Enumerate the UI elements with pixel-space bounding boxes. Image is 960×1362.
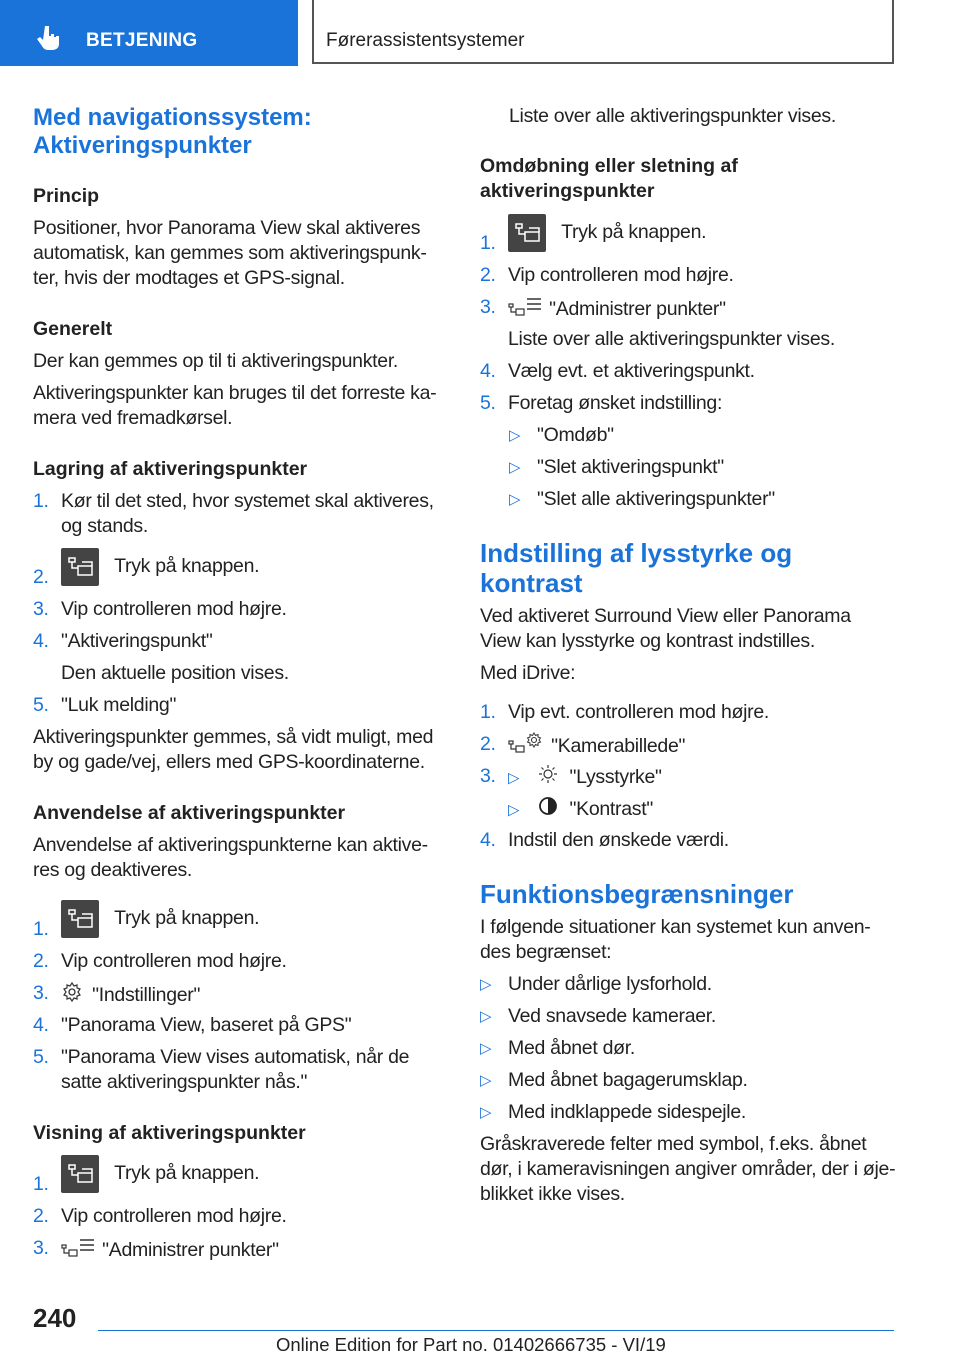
paragraph: Anvendelse af aktiveringspunkterne kan aktive‐ bbox=[33, 834, 428, 856]
heading-princip: Princip bbox=[33, 185, 100, 207]
paragraph: dør, i kameravisningen angiver områder, der i øje‐ bbox=[480, 1158, 896, 1180]
heading-lysstyrke-2: kontrast bbox=[480, 568, 583, 598]
camera-button-icon bbox=[61, 900, 99, 938]
contrast-icon bbox=[538, 796, 558, 823]
heading-funktionsbegraensninger: Funktionsbegrænsninger bbox=[480, 879, 794, 909]
paragraph: View kan lysstyrke og kontrast indstilles. bbox=[480, 630, 815, 652]
heading-generelt: Generelt bbox=[33, 318, 113, 340]
chapter-title: Førerassistentsystemer bbox=[326, 30, 525, 51]
paragraph: Positioner, hvor Panorama View skal aktiveres bbox=[33, 217, 421, 239]
paragraph: automatisk, kan gemmes som aktiveringspunk‐ bbox=[33, 242, 427, 264]
heading-omdobning-2: aktiveringspunkter bbox=[480, 180, 655, 202]
section-tab bbox=[0, 0, 298, 66]
gear-icon bbox=[61, 981, 83, 1010]
paragraph: Aktiveringspunkter kan bruges til det forreste ka‐ bbox=[33, 382, 437, 404]
paragraph: I følgende situationer kan systemet kun anven‐ bbox=[480, 916, 871, 938]
sun-icon bbox=[538, 764, 558, 791]
heading-omdobning: Omdøbning eller sletning af bbox=[480, 155, 738, 177]
section-label: BETJENING bbox=[86, 30, 198, 51]
heading-visning: Visning af aktiveringspunkter bbox=[33, 1122, 306, 1144]
paragraph: ter, hvis der modtages et GPS-signal. bbox=[33, 267, 345, 289]
paragraph: Ved aktiveret Surround View eller Panorama bbox=[480, 605, 851, 627]
page-number: 240 bbox=[33, 1303, 77, 1333]
footer-edition: Online Edition for Part no. 01402666735 - VI/19 bbox=[276, 1334, 666, 1355]
paragraph: Liste over alle aktiveringspunkter vises. bbox=[509, 105, 836, 127]
paragraph: Aktiveringspunkter gemmes, så vidt muligt, med bbox=[33, 726, 434, 748]
paragraph: res og deaktiveres. bbox=[33, 859, 193, 881]
paragraph: by og gade/vej, ellers med GPS-koordinaterne. bbox=[33, 751, 425, 773]
page-title: Med navigationssystem: bbox=[33, 104, 312, 131]
paragraph: mera ved fremadkørsel. bbox=[33, 407, 233, 429]
camera-button-icon bbox=[508, 214, 546, 252]
hand-pointer-icon bbox=[36, 24, 62, 57]
paragraph: des begrænset: bbox=[480, 941, 612, 963]
heading-anvendelse: Anvendelse af aktiveringspunkter bbox=[33, 802, 346, 824]
camera-gear-icon bbox=[508, 732, 542, 761]
heading-lysstyrke: Indstilling af lysstyrke og bbox=[480, 538, 793, 568]
paragraph: blikket ikke vises. bbox=[480, 1183, 625, 1205]
camera-button-icon bbox=[61, 548, 99, 586]
camera-list-icon bbox=[61, 1236, 95, 1265]
paragraph: Gråskraverede felter med symbol, f.eks. åbnet bbox=[480, 1133, 867, 1155]
paragraph: Der kan gemmes op til ti aktiveringspunkter. bbox=[33, 350, 399, 372]
paragraph: Med iDrive: bbox=[480, 662, 576, 684]
chapter-header bbox=[312, 0, 894, 64]
page-title-2: Aktiveringspunkter bbox=[33, 132, 252, 159]
footer-divider bbox=[98, 1330, 894, 1331]
camera-button-icon bbox=[61, 1155, 99, 1193]
heading-lagring: Lagring af aktiveringspunkter bbox=[33, 458, 308, 480]
camera-list-icon bbox=[508, 295, 542, 324]
